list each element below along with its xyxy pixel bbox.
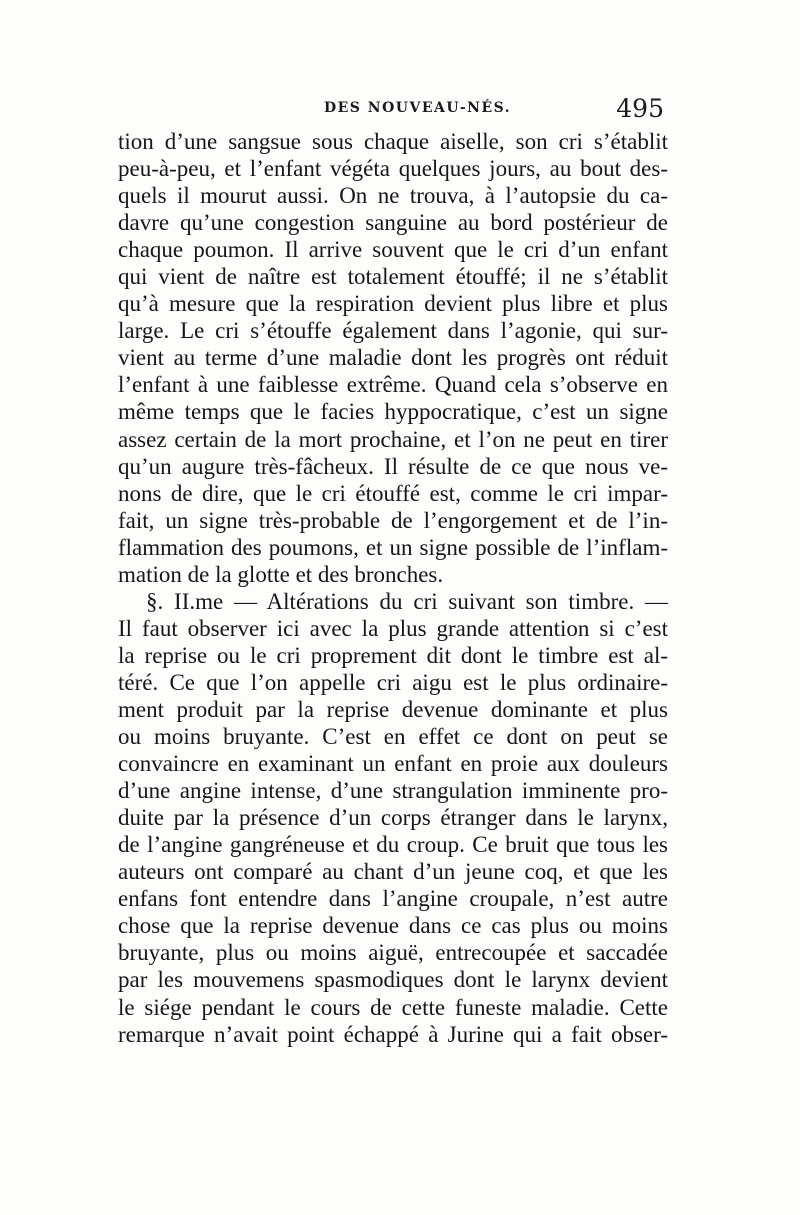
text-line: duite par la présence d’un corps étranger dans le larynx, (118, 805, 668, 831)
running-title: DES NOUVEAU-NÉS. (324, 100, 512, 116)
section-heading-line: §. II.me — Altérations du cri suivant son timbre. — (146, 588, 668, 614)
text-line: la reprise ou le cri proprement dit dont le timbre est al- (118, 642, 668, 668)
text-line: nons de dire, que le cri étouffé est, comme le cri impar- (118, 480, 668, 506)
running-head (118, 96, 668, 126)
text-line: le siége pendant le cours de cette funeste maladie. Cette (118, 994, 668, 1020)
text-line: mation de la glotte et des bronches. (118, 561, 444, 587)
text-line: quels il mourut aussi. On ne trouva, à l’autopsie du ca- (118, 183, 668, 209)
text-line: qui vient de naître est totalement étouffé; il ne s’établit (118, 264, 668, 290)
text-line: chaque poumon. Il arrive souvent que le cri d’un enfant (118, 237, 668, 263)
text-line: chose que la reprise devenue dans ce cas plus ou moins (118, 913, 668, 939)
text-line: de l’angine gangréneuse et du croup. Ce bruit que tous les (118, 832, 668, 858)
text-line: remarque n’avait point échappé à Jurine qui a fait obser- (118, 1021, 668, 1047)
text-line: l’enfant à une faiblesse extrême. Quand cela s’observe en (118, 372, 668, 398)
text-line: flammation des poumons, et un signe possible de l’inflam- (118, 534, 668, 560)
text-line: même temps que le facies hyppocratique, c’est un signe (118, 399, 668, 425)
text-line: auteurs ont comparé au chant d’un jeune coq, et que les (118, 859, 668, 885)
text-line: qu’à mesure que la respiration devient plus libre et plus (118, 291, 668, 317)
text-line: enfans font entendre dans l’angine croupale, n’est autre (118, 886, 668, 912)
text-line: téré. Ce que l’on appelle cri aigu est le plus ordinaire- (118, 669, 668, 695)
text-line: large. Le cri s’étouffe également dans l’agonie, qui sur- (118, 318, 668, 344)
text-line: tion d’une sangsue sous chaque aiselle, son cri s’établit (118, 129, 668, 154)
text-line: peu-à-peu, et l’enfant végéta quelques jours, au bout des- (118, 156, 668, 182)
text-line: Il faut observer ici avec la plus grande attention si c’est (118, 615, 668, 641)
text-line: bruyante, plus ou moins aiguë, entrecoupée et saccadée (118, 940, 668, 966)
text-line: ment produit par la reprise devenue dominante et plus (118, 696, 668, 722)
text-line: qu’un augure très-fâcheux. Il résulte de ce que nous ve- (118, 453, 668, 479)
text-line: d’une angine intense, d’une strangulation imminente pro- (118, 778, 668, 804)
body-text (118, 128, 668, 1048)
text-line: convaincre en examinant un enfant en proie aux douleurs (118, 751, 668, 777)
text-line: vient au terme d’une maladie dont les progrès ont réduit (118, 345, 668, 371)
text-line: ou moins bruyante. C’est en effet ce dont on peut se (118, 724, 668, 750)
text-line: par les mouvemens spasmodiques dont le larynx devient (118, 967, 668, 993)
text-line: assez certain de la mort prochaine, et l’on ne peut en tirer (118, 426, 668, 452)
text-line: davre qu’une congestion sanguine au bord postérieur de (118, 210, 668, 236)
text-line: fait, un signe très-probable de l’engorgement et de l’in- (118, 507, 668, 533)
page-number: 495 (616, 94, 664, 123)
